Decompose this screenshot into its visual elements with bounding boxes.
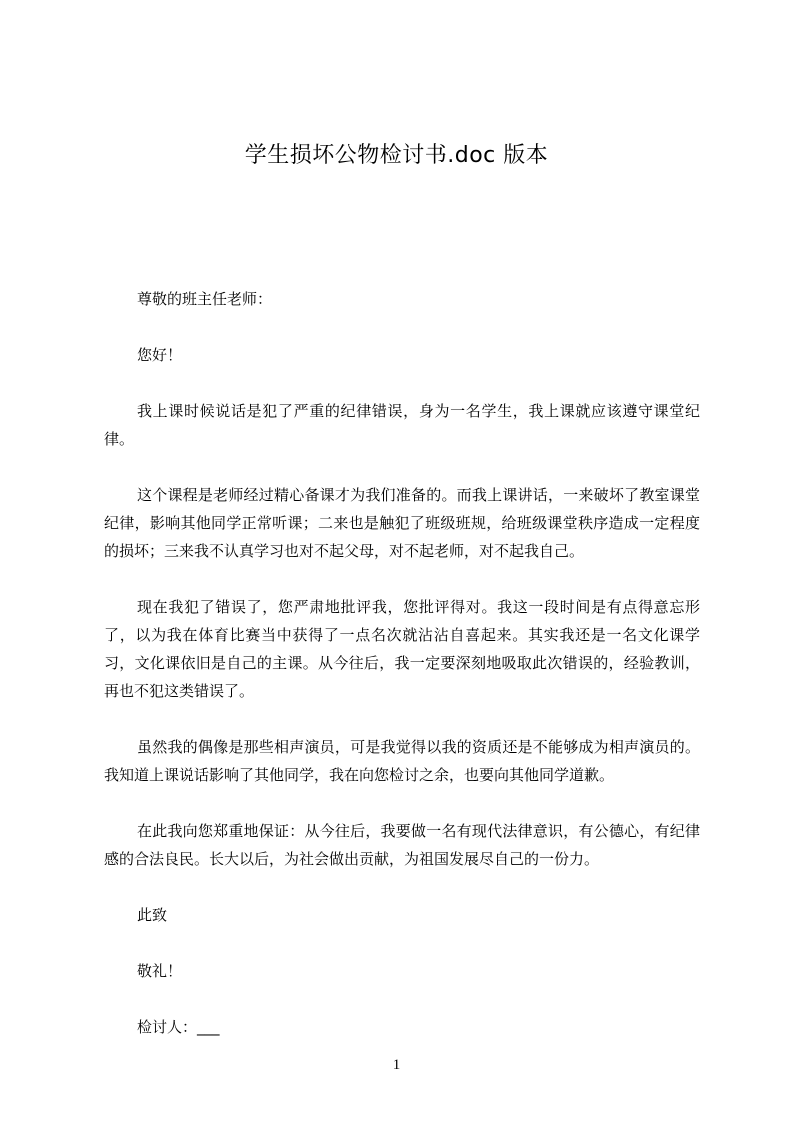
page-number: 1 bbox=[392, 1057, 401, 1073]
paragraph-2: 这个课程是老师经过精心备课才为我们准备的。而我上课讲话，一来破坏了教室课堂纪律，影响其他同学正常听课；二来也是触犯了班级班规，给班级课堂秩序造成一定程度的损坏；三来我不认真学习也对不起父母，对不起老师，对不起我自己。 bbox=[104, 486, 700, 560]
closing-1: 此致 bbox=[137, 906, 168, 924]
closing-2: 敬礼！ bbox=[137, 962, 183, 980]
paragraph-5: 在此我向您郑重地保证：从今往后，我要做一名有现代法律意识，有公德心，有纪律感的合法良民。长大以后，为社会做出贡献，为祖国发展尽自己的一份力。 bbox=[104, 822, 700, 868]
document-body bbox=[104, 285, 700, 1069]
paragraph-3: 现在我犯了错误了，您严肃地批评我，您批评得对。我这一段时间是有点得意忘形了，以为我在体育比赛当中获得了一点名次就沾沾自喜起来。其实我还是一名文化课学习，文化课依旧是自己的主课。从今往后，我一定要深刻地吸取此次错误的，经验教训，再也不犯这类错误了。 bbox=[104, 598, 700, 700]
paragraph-1: 我上课时候说话是犯了严重的纪律错误，身为一名学生，我上课就应该遵守课堂纪律。 bbox=[104, 402, 700, 448]
salutation: 尊敬的班主任老师： bbox=[137, 290, 273, 308]
document-title: 学生损坏公物检讨书.doc 版本 bbox=[244, 143, 549, 168]
signature-line: 检讨人：___ bbox=[137, 1018, 220, 1036]
greeting: 您好！ bbox=[137, 346, 183, 364]
paragraph-4: 虽然我的偶像是那些相声演员，可是我觉得以我的资质还是不能够成为相声演员的。我知道上课说话影响了其他同学，我在向您检讨之余，也要向其他同学道歉。 bbox=[104, 738, 700, 784]
